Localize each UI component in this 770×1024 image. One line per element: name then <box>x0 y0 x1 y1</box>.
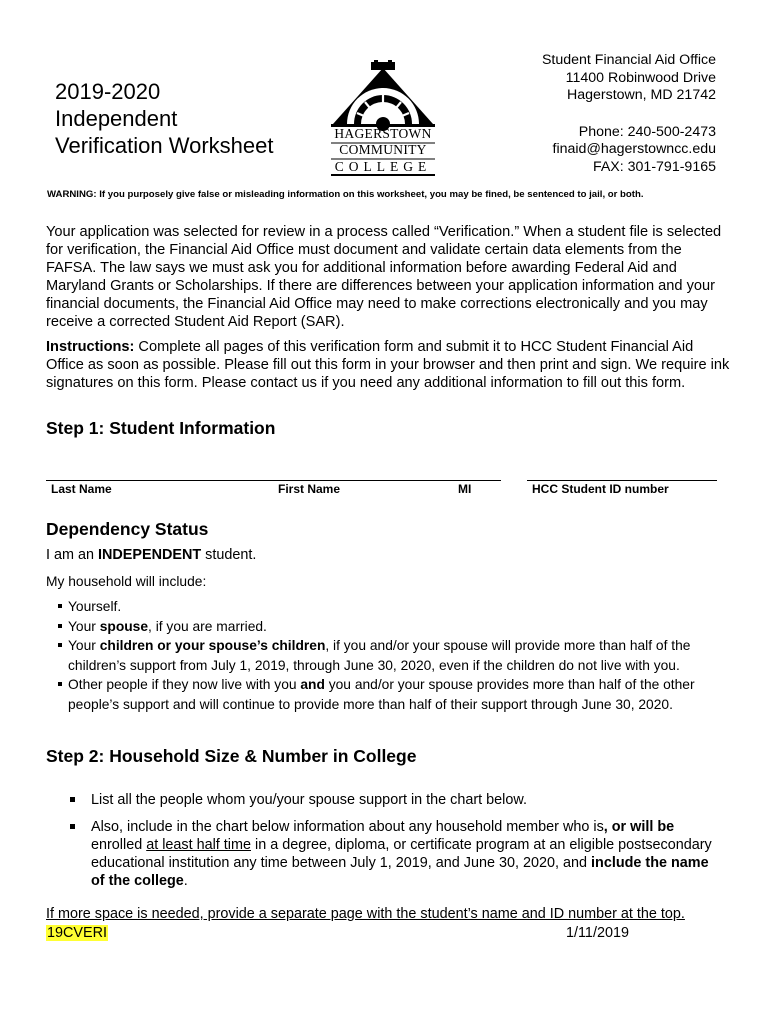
student-id-label: HCC Student ID number <box>532 482 669 496</box>
logo-line-2: COMMUNITY <box>339 142 427 157</box>
intro-paragraph <box>46 223 731 331</box>
office-contact <box>542 52 716 176</box>
worksheet-title <box>55 78 273 159</box>
college-logo <box>328 60 438 178</box>
step1-heading: Step 1: Student Information <box>46 418 276 438</box>
list-item: Other people if they now live with you and you and/or your spouse provides more than half of the other people’s support and will continue to provide more than half of their support through June 30, 2020. <box>56 675 728 714</box>
office-city: Hagerstown, MD 21742 <box>566 87 716 103</box>
instructions-label: Instructions: <box>46 339 135 355</box>
intro-text: Your application was selected for review in a process called “Verification.” When a student file is selected for verification, the Financial Aid Office must document and validate certain data elements from the FAFSA. The law says we must ask you for additional information before awarding Federal Aid and Maryland Grants or Scholarships. If there are differences between your application information and your financial documents, the Financial Aid Office may need to make corrections electronically and you may receive a corrected Student Aid Report (SAR). <box>46 224 722 330</box>
step2-heading: Step 2: Household Size & Number in College <box>46 746 417 766</box>
first-name-label: First Name <box>278 482 341 496</box>
office-street: 11400 Robinwood Drive <box>565 69 716 86</box>
list-item: Yourself. <box>56 597 728 617</box>
instructions-text: Complete all pages of this verification form and submit it to HCC Student Financial Aid Office as soon as possible. Please fill out this form in your browser and then print and sign. We require ink signatures on this form. Please contact us if you need any additional information to fill out this form. <box>46 339 730 391</box>
form-date: 1/11/2019 <box>566 925 629 941</box>
list-item: Your spouse, if you are married. <box>56 617 728 637</box>
mi-label: MI <box>458 482 472 496</box>
list-item: Your children or your spouse’s children, if you and/or your spouse will provide more than half of the children’s support from July 1, 2019, through June 30, 2020, even if the children do not live with you. <box>56 636 728 675</box>
logo-line-3: COLLEGE <box>334 159 432 174</box>
household-list <box>56 597 728 714</box>
list-item: List all the people whom you/your spouse support in the chart below. <box>68 791 718 809</box>
list-item: Also, include in the chart below information about any household member who is, or will be enrolled at least half time in a degree, diploma, or certificate program at an eligible postsecondary educational institution any time between July 1, 2019, and June 30, 2020, and include the name of the college. <box>68 818 718 890</box>
step2-list <box>68 791 718 899</box>
office-fax: FAX: 301-791-9165 <box>592 158 716 175</box>
instructions-paragraph <box>46 338 731 392</box>
form-code: 19CVERI <box>47 925 107 941</box>
student-id-line[interactable] <box>527 480 717 481</box>
office-phone: Phone: 240-500-2473 <box>578 123 716 140</box>
office-email[interactable]: finaid@hagerstowncc.edu <box>552 141 716 157</box>
title-type: Independent <box>55 106 178 131</box>
title-name: Verification Worksheet <box>55 133 274 158</box>
additional-space-note: If more space is needed, provide a separate page with the student’s name and ID number at the top. <box>46 906 685 922</box>
dependency-heading: Dependency Status <box>46 519 209 539</box>
logo-line-1: HAGERSTOWN <box>334 126 432 141</box>
independent-statement: I am an INDEPENDENT student. <box>46 547 257 563</box>
household-intro: My household will include: <box>46 574 207 589</box>
office-name: Student Financial Aid Office <box>541 52 716 68</box>
last-name-label: Last Name <box>51 482 112 496</box>
name-signature-line[interactable] <box>46 480 501 481</box>
warning-text: WARNING: If you purposely give false or misleading information on this worksheet, you may be fined, be sentenced to jail, or both. <box>47 189 644 200</box>
title-year: 2019-2020 <box>55 79 161 104</box>
